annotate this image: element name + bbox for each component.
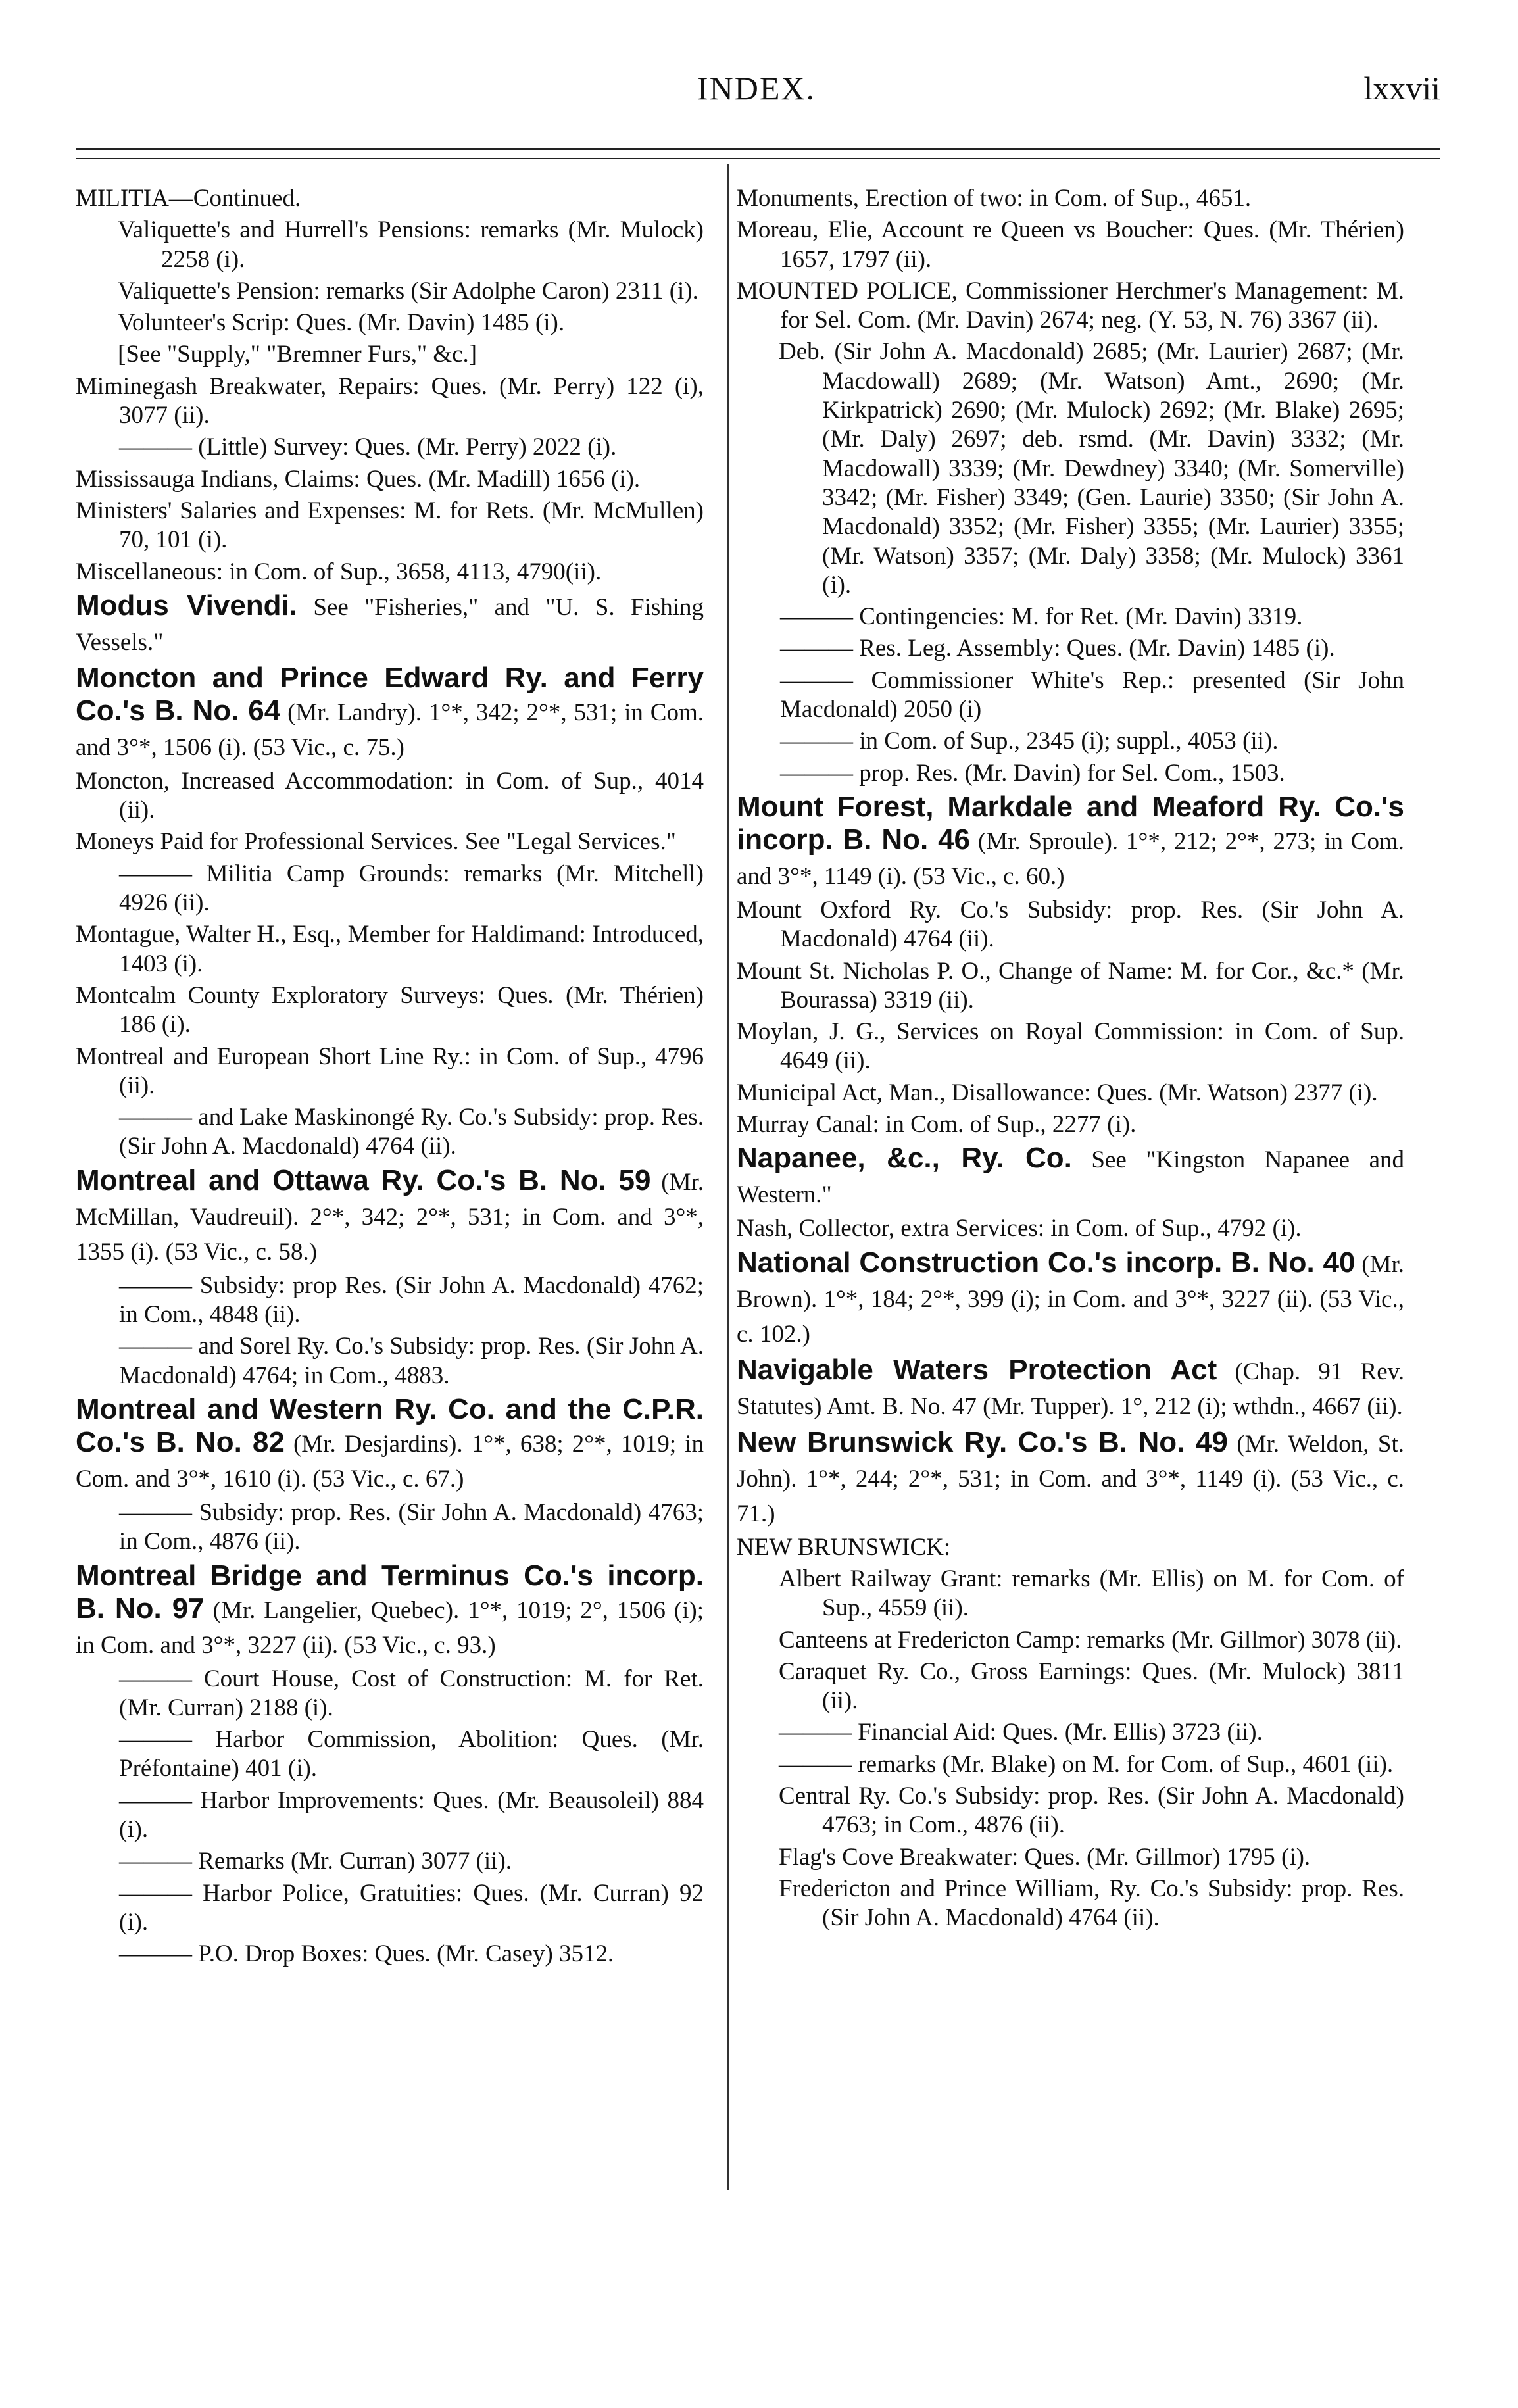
left-column bbox=[76, 184, 704, 1971]
column-divider bbox=[727, 164, 729, 2190]
index-entry: Nash, Collector, extra Services: in Com. of Sup., 4792 (i). bbox=[737, 1215, 1302, 1242]
index-entry-heading: Montreal and Western Ry. Co. and the C.P.R. Co.'s B. No. 82 bbox=[76, 1392, 704, 1458]
index-entry: ——— in Com. of Sup., 2345 (i); suppl., 4053 (ii). bbox=[780, 727, 1279, 755]
index-entry bbox=[76, 1393, 704, 1496]
index-entry: Deb. (Sir John A. Macdonald) 2685; (Mr. Laurier) 2687; (Mr. Macdowall) 2689; (Mr. Watson) Amt., 2690; (Mr. Kirkpatrick) 2690; (Mr. Mulock) 2692; (Mr. Blake) 2695; (Mr. Daly) 2697; deb. rsmd. (Mr. Davin) 3332; (Mr. Macdowall) 3339; (Mr. Dewdney) 3340; (Mr. Somerville) 3342; (Mr. Fisher) 3349; (Gen. Laurie) 3350; (Sir John A. Macdonald) 3352; (Mr. Fisher) 3355; (Mr. Laurier) 3355; (Mr. Watson) 3357; (Mr. Daly) 3358; (Mr. Mulock) 3361 (i). bbox=[779, 338, 1404, 599]
index-entry: Canteens at Fredericton Camp: remarks (Mr. Gillmor) 3078 (ii). bbox=[779, 1626, 1402, 1654]
index-entry-detail: See "Fisheries," and "U. S. Fishing Vessels." bbox=[76, 593, 704, 656]
index-entry-heading: Modus Vivendi. bbox=[76, 589, 298, 622]
index-entry-detail: (Mr. Desjardins). 1°*, 638; 2°*, 1019; in Com. and 3°*, 1610 (i). (53 Vic., c. 67.) bbox=[76, 1430, 704, 1492]
index-entry: Montcalm County Exploratory Surveys: Ques. (Mr. Thérien) 186 (i). bbox=[76, 981, 704, 1039]
index-entry-detail: (Mr. Brown). 1°*, 184; 2°*, 399 (i); in Com. and 3°*, 3227 (ii). (53 Vic., c. 102.) bbox=[737, 1250, 1404, 1348]
index-entry: ——— Financial Aid: Ques. (Mr. Ellis) 3723 (ii). bbox=[779, 1719, 1263, 1746]
index-entry bbox=[737, 1142, 1404, 1212]
index-entry-heading: Mount Forest, Markdale and Meaford Ry. Co.'s incorp. B. No. 46 bbox=[737, 790, 1404, 856]
index-entry bbox=[76, 662, 704, 764]
index-entry: ——— Court House, Cost of Construction: M. for Ret. (Mr. Curran) 2188 (i). bbox=[119, 1665, 704, 1721]
index-entry bbox=[737, 1426, 1404, 1531]
page-number: lxxvii bbox=[1363, 70, 1440, 107]
index-entry-detail: See "Kingston Napanee and Western." bbox=[737, 1146, 1404, 1209]
index-entry-detail: (Mr. Sproule). 1°*, 212; 2°*, 273; in Com. and 3°*, 1149 (i). (53 Vic., c. 60.) bbox=[737, 827, 1404, 890]
index-entry: ——— Harbor Police, Gratuities: Ques. (Mr. Curran) 92 (i). bbox=[119, 1879, 704, 1936]
index-entry: ——— and Sorel Ry. Co.'s Subsidy: prop. Res. (Sir John A. Macdonald) 4764; in Com., 4883. bbox=[119, 1333, 704, 1389]
index-entry: ——— Subsidy: prop. Res. (Sir John A. Macdonald) 4763; in Com., 4876 (ii). bbox=[119, 1498, 704, 1556]
index-entry-detail: (Mr. Weldon, St. John). 1°*, 244; 2°*, 531; in Com. and 3°*, 1149 (i). (53 Vic., c. 71.) bbox=[737, 1430, 1404, 1527]
index-entry: Miminegash Breakwater, Repairs: Ques. (Mr. Perry) 122 (i), 3077 (ii). bbox=[76, 372, 704, 430]
index-entry: ——— Harbor Improvements: Ques. (Mr. Beausoleil) 884 (i). bbox=[119, 1786, 704, 1843]
index-entry: ——— prop. Res. (Mr. Davin) for Sel. Com., 1503. bbox=[780, 759, 1285, 787]
index-entry: Caraquet Ry. Co., Gross Earnings: Ques. (Mr. Mulock) 3811 (ii). bbox=[779, 1658, 1404, 1715]
index-entry bbox=[737, 791, 1404, 893]
index-entry: Moylan, J. G., Services on Royal Commission: in Com. of Sup. 4649 (ii). bbox=[737, 1018, 1404, 1075]
index-entry bbox=[737, 1246, 1404, 1351]
index-entry bbox=[76, 1560, 704, 1662]
header-rule-thin bbox=[76, 158, 1440, 159]
index-entry: ——— Harbor Commission, Abolition: Ques. (Mr. Préfontaine) 401 (i). bbox=[119, 1726, 704, 1782]
index-entry-detail: (Chap. 91 Rev. Statutes) Amt. B. No. 47 (Mr. Tupper). 1°, 212 (i); wthdn., 4667 (ii). bbox=[737, 1358, 1404, 1420]
index-entry bbox=[737, 1354, 1404, 1423]
index-entry: Fredericton and Prince William, Ry. Co.'s Subsidy: prop. Res. (Sir John A. Macdonald) 4764 (ii). bbox=[779, 1875, 1404, 1932]
index-entry: ——— and Lake Maskinongé Ry. Co.'s Subsidy: prop. Res. (Sir John A. Macdonald) 4764 (ii). bbox=[119, 1104, 704, 1160]
index-entry-detail: (Mr. McMillan, Vaudreuil). 2°*, 342; 2°*, 531; in Com. and 3°*, 1355 (i). (53 Vic., c. 58.) bbox=[76, 1168, 704, 1265]
index-entry: Moneys Paid for Professional Services. See "Legal Services." bbox=[76, 828, 676, 856]
index-entry-heading: Montreal Bridge and Terminus Co.'s incorp. B. No. 97 bbox=[76, 1559, 704, 1625]
index-entry: ——— (Little) Survey: Ques. (Mr. Perry) 2022 (i). bbox=[119, 433, 617, 461]
page-title: INDEX. bbox=[697, 70, 816, 107]
index-entry: [See "Supply," "Bremner Furs," &c.] bbox=[118, 341, 477, 368]
index-entry: Flag's Cove Breakwater: Ques. (Mr. Gillmor) 1795 (i). bbox=[779, 1843, 1311, 1871]
index-entry: ——— Subsidy: prop Res. (Sir John A. Macdonald) 4762; in Com., 4848 (ii). bbox=[119, 1271, 704, 1329]
index-entry: ——— P.O. Drop Boxes: Ques. (Mr. Casey) 3512. bbox=[119, 1940, 614, 1968]
index-entry-heading: New Brunswick Ry. Co.'s B. No. 49 bbox=[737, 1425, 1228, 1458]
index-entry: ——— Militia Camp Grounds: remarks (Mr. Mitchell) 4926 (ii). bbox=[119, 860, 704, 917]
index-entry-heading: Moncton and Prince Edward Ry. and Ferry Co.'s B. No. 64 bbox=[76, 661, 704, 727]
index-entry-heading: Napanee, &c., Ry. Co. bbox=[737, 1142, 1072, 1175]
index-entry-heading: Montreal and Ottawa Ry. Co.'s B. No. 59 bbox=[76, 1164, 651, 1196]
index-entry bbox=[76, 1164, 704, 1269]
index-entry: ——— Commissioner White's Rep.: presented (Sir John Macdonald) 2050 (i) bbox=[780, 666, 1404, 724]
index-entry: Miscellaneous: in Com. of Sup., 3658, 4113, 4790(ii). bbox=[76, 558, 602, 585]
index-entry: Central Ry. Co.'s Subsidy: prop. Res. (Sir John A. Macdonald) 4763; in Com., 4876 (ii). bbox=[779, 1782, 1404, 1839]
index-entry: Mount Oxford Ry. Co.'s Subsidy: prop. Res. (Sir John A. Macdonald) 4764 (ii). bbox=[737, 896, 1404, 953]
index-entry-heading: Navigable Waters Protection Act bbox=[737, 1353, 1217, 1386]
index-entry: Mount St. Nicholas P. O., Change of Name: M. for Cor., &c.* (Mr. Bourassa) 3319 (ii). bbox=[737, 957, 1404, 1014]
index-entry: Valiquette's Pension: remarks (Sir Adolphe Caron) 2311 (i). bbox=[118, 277, 698, 305]
index-entry: Moreau, Elie, Account re Queen vs Boucher: Ques. (Mr. Thérien) 1657, 1797 (ii). bbox=[737, 216, 1404, 273]
index-entry: ——— Remarks (Mr. Curran) 3077 (ii). bbox=[119, 1848, 512, 1875]
index-entry: ——— Res. Leg. Assembly: Ques. (Mr. Davin) 1485 (i). bbox=[780, 635, 1335, 662]
index-entry: ——— Contingencies: M. for Ret. (Mr. Davin) 3319. bbox=[780, 603, 1303, 631]
index-entry: Montague, Walter H., Esq., Member for Haldimand: Introduced, 1403 (i). bbox=[76, 921, 704, 977]
index-entry: Municipal Act, Man., Disallowance: Ques. (Mr. Watson) 2377 (i). bbox=[737, 1079, 1378, 1106]
index-entry: ——— remarks (Mr. Blake) on M. for Com. of Sup., 4601 (ii). bbox=[779, 1750, 1394, 1778]
index-entry: Ministers' Salaries and Expenses: M. for Rets. (Mr. McMullen) 70, 101 (i). bbox=[76, 497, 704, 554]
index-entry: Moncton, Increased Accommodation: in Com. of Sup., 4014 (ii). bbox=[76, 767, 704, 824]
index-entry: NEW BRUNSWICK: bbox=[737, 1533, 951, 1561]
index-entry-heading: National Construction Co.'s incorp. B. No. 40 bbox=[737, 1246, 1356, 1279]
index-entry: Volunteer's Scrip: Ques. (Mr. Davin) 1485 (i). bbox=[118, 309, 565, 337]
index-entry: Monuments, Erection of two: in Com. of Sup., 4651. bbox=[737, 185, 1252, 212]
index-entry-detail: (Mr. Langelier, Quebec). 1°*, 1019; 2°, 1506 (i); in Com. and 3°*, 3227 (ii). (53 Vic., c. 93.) bbox=[76, 1596, 704, 1659]
index-entry: Montreal and European Short Line Ry.: in Com. of Sup., 4796 (ii). bbox=[76, 1043, 704, 1099]
index-entry: MILITIA—Continued. bbox=[76, 185, 301, 212]
header-rule-thick bbox=[76, 148, 1440, 150]
index-entry-detail: (Mr. Landry). 1°*, 342; 2°*, 531; in Com. and 3°*, 1506 (i). (53 Vic., c. 75.) bbox=[76, 699, 704, 761]
index-entry bbox=[76, 589, 704, 659]
index-entry: MOUNTED POLICE, Commissioner Herchmer's Management: M. for Sel. Com. (Mr. Davin) 2674; neg. (Y. 53, N. 76) 3367 (ii). bbox=[737, 277, 1404, 334]
index-entry: Albert Railway Grant: remarks (Mr. Ellis) on M. for Com. of Sup., 4559 (ii). bbox=[779, 1565, 1404, 1622]
right-column bbox=[737, 184, 1404, 1935]
index-entry: Valiquette's and Hurrell's Pensions: remarks (Mr. Mulock) 2258 (i). bbox=[118, 216, 704, 273]
index-entry: Murray Canal: in Com. of Sup., 2277 (i). bbox=[737, 1111, 1137, 1139]
index-entry: Mississauga Indians, Claims: Ques. (Mr. Madill) 1656 (i). bbox=[76, 465, 641, 493]
page-header bbox=[72, 69, 1440, 122]
